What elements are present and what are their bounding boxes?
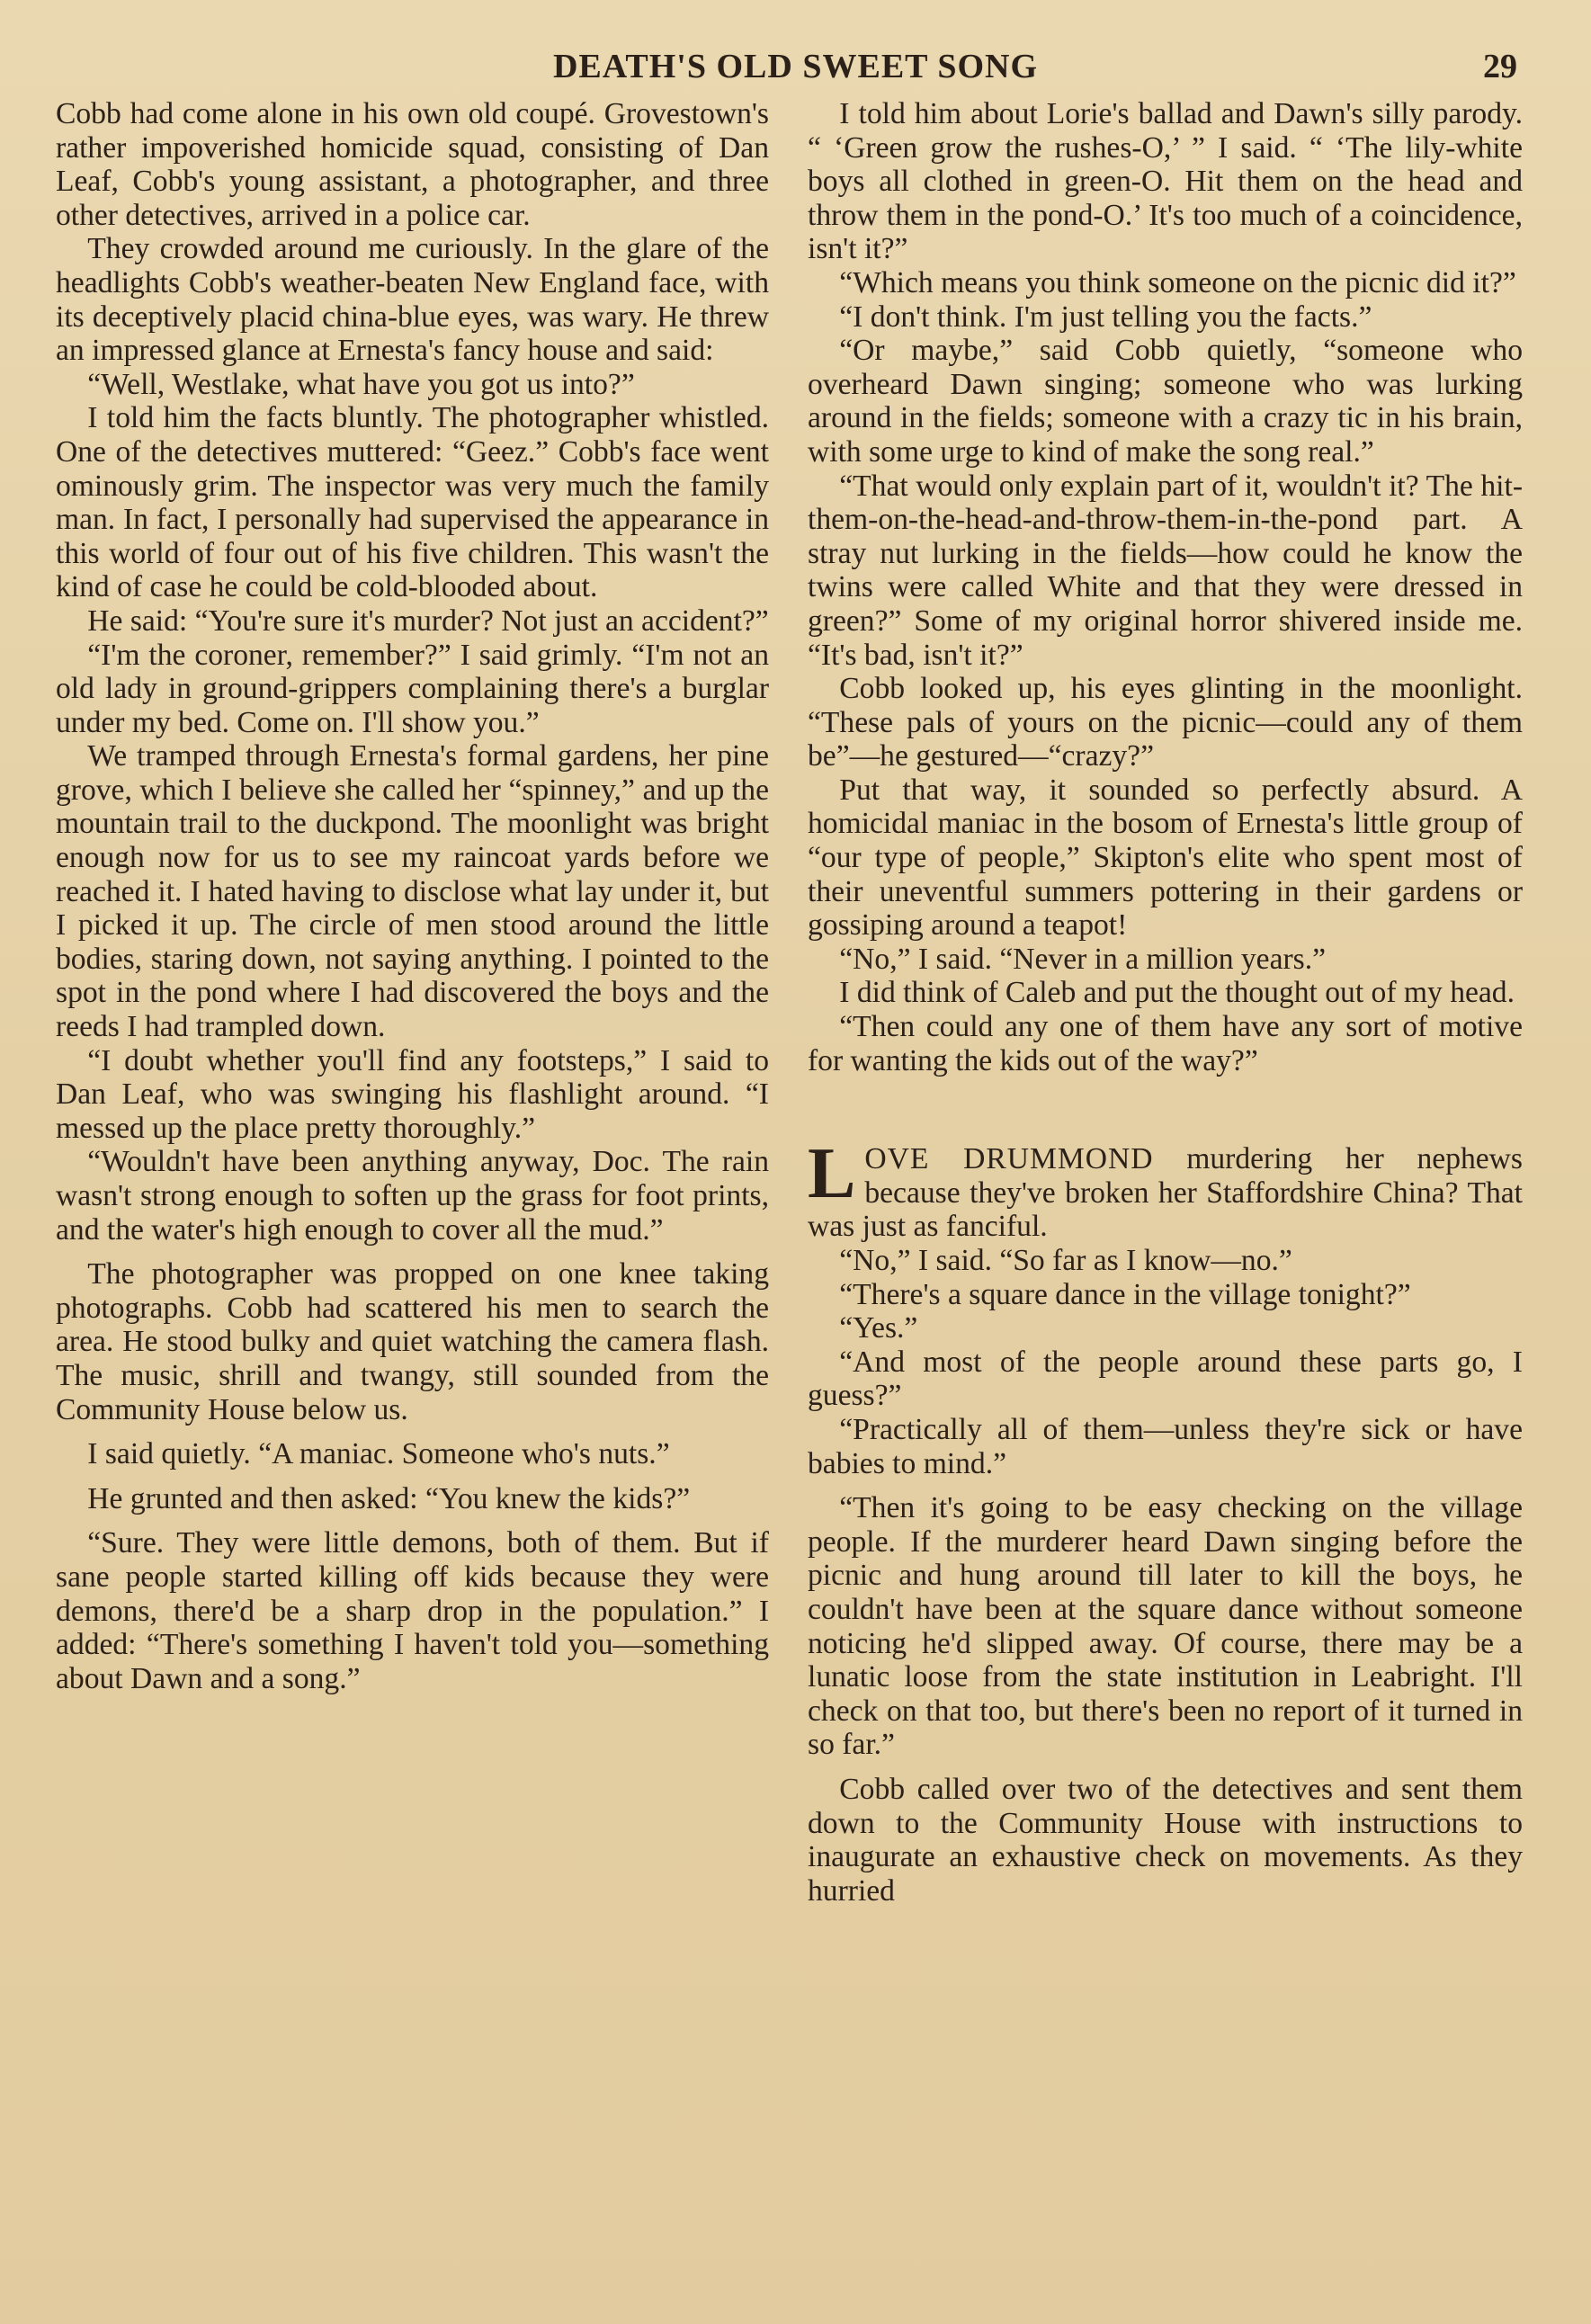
paragraph: “Wouldn't have been anything anyway, Doc. The rain wasn't strong enough to soften up the grass for foot prints, and the water's high enough to cover all the mud.”: [56, 1145, 769, 1247]
running-title: DEATH'S OLD SWEET SONG: [552, 48, 1039, 85]
section-break: [808, 1077, 1523, 1142]
paragraph: Put that way, it sounded so perfectly absurd. A homicidal maniac in the bosom of Ernesta's little group of “our type of people,” Skipton's elite who spent most of their uneventful summers pottering in their gardens or gossiping around a teapot!: [808, 773, 1523, 943]
paragraph: “I don't think. I'm just telling you the facts.”: [839, 299, 1372, 334]
paragraph: I said quietly. “A maniac. Someone who's nuts.”: [87, 1437, 670, 1471]
lead-caps: OVE DRUMMOND: [864, 1142, 1154, 1176]
paragraph: Cobb called over two of the detectives and sent them down to the Community House with instructions to inaugurate an exhaustive check on movements. As they hurried: [808, 1772, 1523, 1908]
paragraph: We tramped through Ernesta's formal gardens, her pine grove, which I believe she called her “spinney,” and up the mountain trail to the duckpond. The moonlight was bright enough now for us to see my raincoat yards before we reached it. I hated having to disclose what lay under it, but I picked it up. The circle of men stood around the little bodies, staring down, not saying anything. I pointed to the spot in the pond where I had discovered the boys and the reeds I had trampled down.: [56, 739, 769, 1044]
paragraph: “Then could any one of them have any sort of motive for wanting the kids out of the way?”: [808, 1010, 1523, 1077]
paragraph: I told him about Lorie's ballad and Dawn's silly parody. “ ‘Green grow the rushes-O,’ ” I said. “ ‘The lily-white boys all clothed in green-O. Hit them on the head and throw them in the pond-O.’ It's too much of a coincidence, isn't it?”: [808, 97, 1523, 266]
paragraph: “Well, Westlake, what have you got us into?”: [87, 367, 635, 401]
paragraph-text: murdering her nephews because they've broken her Staffordshire China? That was just as fanciful.: [808, 1142, 1523, 1244]
paragraph: “Sure. They were little demons, both of them. But if sane people started killing off kids because they were demons, there'd be a sharp drop in the population.” I added: “There's something I haven't told you—something about Dawn and a song.”: [56, 1526, 769, 1695]
paragraph: “Yes.”: [839, 1311, 918, 1345]
left-column: [56, 97, 769, 1695]
paragraph: “There's a square dance in the village tonight?”: [839, 1277, 1411, 1311]
paragraph: He grunted and then asked: “You knew the kids?”: [87, 1481, 691, 1515]
paragraph: I told him the facts bluntly. The photographer whistled. One of the detectives muttered: “Geez.” Cobb's face went ominously grim. The inspector was very much the family man. In fact, I personally had supervised the appearance in this world of four out of his five children. This wasn't the kind of case he could be cold-blooded about.: [56, 401, 769, 604]
paragraph: “I doubt whether you'll find any footsteps,” I said to Dan Leaf, who was swinging his flashlight around. “I messed up the place pretty thoroughly.”: [56, 1043, 769, 1145]
paragraph: “And most of the people around these parts go, I guess?”: [808, 1345, 1523, 1413]
paragraph: “No,” I said. “So far as I know—no.”: [839, 1244, 1292, 1277]
drop-cap: L: [808, 1134, 856, 1214]
paragraph: Cobb had come alone in his own old coupé. Grovestown's rather impoverished homicide squad, consisting of Dan Leaf, Cobb's young assistant, a photographer, and three other detectives, arrived in a police car.: [56, 97, 769, 232]
page-header: [0, 47, 1591, 97]
paragraph: “Or maybe,” said Cobb quietly, “someone who overheard Dawn singing; someone who was lurking around in the fields; someone with a crazy tic in his brain, with some urge to kind of make the song real.”: [808, 334, 1523, 469]
paragraph: “No,” I said. “Never in a million years.”: [839, 942, 1327, 976]
paragraph: “Which means you think someone on the picnic did it?”: [839, 265, 1516, 299]
paragraph: Cobb looked up, his eyes glinting in the moonlight. “These pals of yours on the picnic—could any of them be”—he gestured—“crazy?”: [808, 672, 1523, 773]
section-opening-paragraph: [808, 1134, 1523, 1244]
paragraph: “I'm the coroner, remember?” I said grimly. “I'm not an old lady in ground-grippers complaining there's a burglar under my bed. Come on. I'll show you.”: [56, 638, 769, 739]
paragraph: “That would only explain part of it, wouldn't it? The hit-them-on-the-head-and-throw-them-in-the-pond part. A stray nut lurking in the fields—how could he know the twins were called White and that they were dressed in green?” Some of my original horror shivered inside me. “It's bad, isn't it?”: [808, 469, 1523, 672]
paragraph: The photographer was propped on one knee taking photographs. Cobb had scattered his men to search the area. He stood bulky and quiet watching the camera flash. The music, shrill and twangy, still sounded from the Community House below us.: [56, 1257, 769, 1426]
paragraph: He said: “You're sure it's murder? Not just an accident?”: [87, 603, 769, 638]
right-column: [808, 97, 1523, 1908]
page-number: 29: [1483, 48, 1517, 85]
paragraph: “Then it's going to be easy checking on the village people. If the murderer heard Dawn singing before the picnic and hung around till later to kill the boys, he couldn't have been at the square dance without someone noticing he'd slipped away. Of course, there may be a lunatic loose from the state institution in Leabright. I'll check on that too, but there's been no report of it turned in so far.”: [808, 1491, 1523, 1762]
paragraph: “Practically all of them—unless they're sick or have babies to mind.”: [808, 1412, 1523, 1480]
paragraph: They crowded around me curiously. In the glare of the headlights Cobb's weather-beaten New England face, with its deceptively placid china-blue eyes, was wary. He threw an impressed glance at Ernesta's fancy house and said:: [56, 232, 769, 368]
paragraph: I did think of Caleb and put the thought out of my head.: [839, 976, 1515, 1010]
